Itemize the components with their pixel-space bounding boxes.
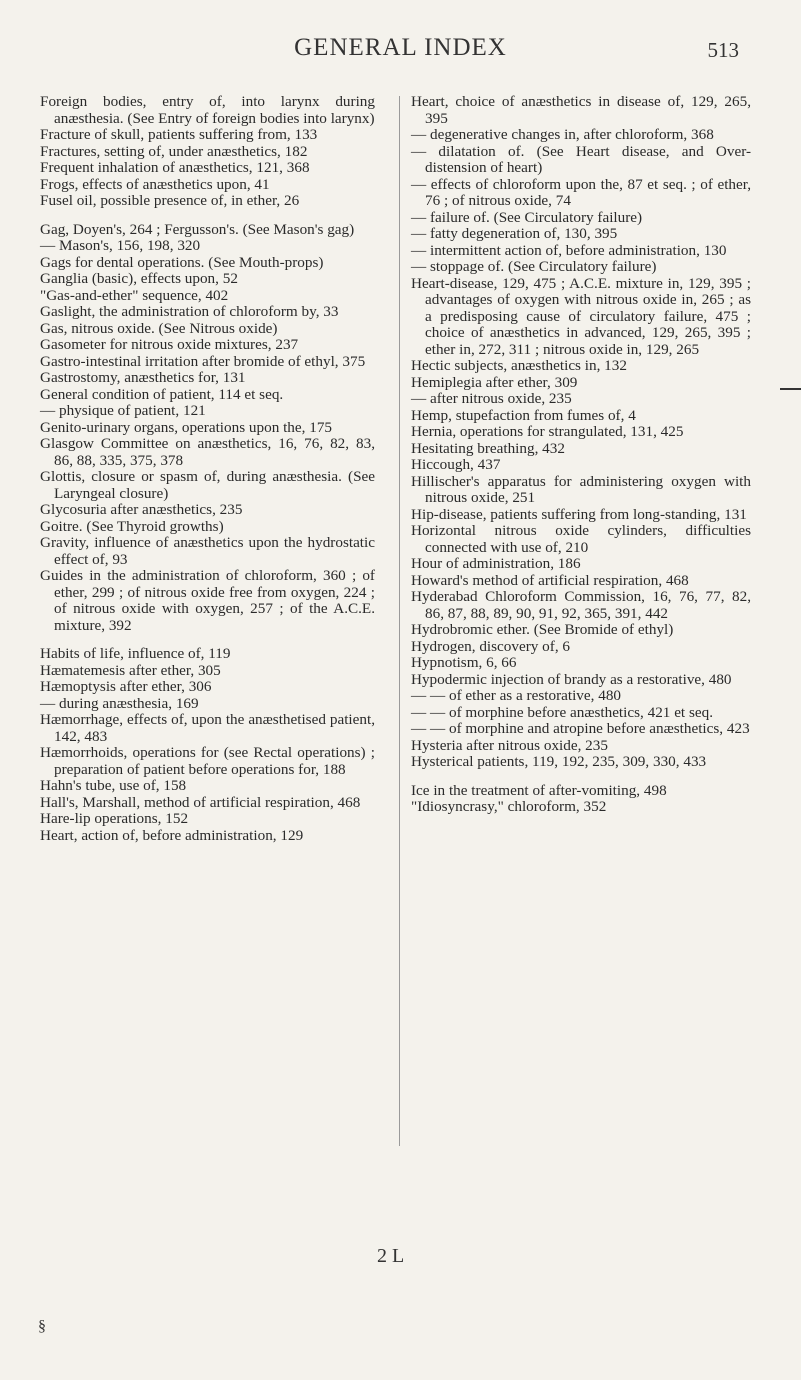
index-columns: [40, 94, 758, 1239]
index-entry: — dilatation of. (See Heart disease, and Over-distension of heart): [411, 142, 751, 176]
index-entry: Frequent inhalation of anæsthetics, 121, 368: [40, 159, 310, 176]
index-entry: Hiccough, 437: [411, 456, 501, 473]
index-entry: — effects of chloroform upon the, 87 et seq. ; of ether, 76 ; of nitrous oxide, 74: [411, 175, 751, 209]
index-entry: Hillischer's apparatus for administering oxygen with nitrous oxide, 251: [411, 472, 751, 506]
index-entry: Ganglia (basic), effects upon, 52: [40, 270, 238, 287]
entry-group-gap: [411, 771, 751, 783]
index-entry: Gastro-intestinal irritation after bromide of ethyl, 375: [40, 352, 366, 370]
index-entry: — — of ether as a restorative, 480: [411, 687, 622, 704]
index-entry: Heart, action of, before administration, 129: [40, 826, 304, 844]
running-head: [0, 34, 801, 70]
column-divider: [399, 96, 400, 1146]
index-entry: Hour of administration, 186: [411, 555, 581, 572]
index-entry: Hare-lip operations, 152: [40, 810, 189, 827]
index-entry: Howard's method of artificial respiration, 468: [411, 571, 689, 589]
index-entry: Habits of life, influence of, 119: [40, 645, 231, 662]
index-entry: Hall's, Marshall, method of artificial respiration, 468: [40, 793, 361, 811]
index-entry: Foreign bodies, entry of, into larynx during anæsthesia. (See Entry of foreign bodies into larynx): [40, 93, 375, 127]
index-entry: Heart, choice of anæsthetics in disease of, 129, 265, 395: [411, 93, 751, 127]
index-entry: Gas, nitrous oxide. (See Nitrous oxide): [40, 319, 278, 337]
entry-group-gap: [40, 210, 375, 222]
index-column-right: [411, 94, 751, 816]
index-entry: Hahn's tube, use of, 158: [40, 777, 187, 794]
index-entry: Hyderabad Chloroform Commission, 16, 76, 77, 82, 86, 87, 88, 89, 90, 91, 92, 365, 391, 442: [411, 588, 751, 622]
index-entry: — fatty degeneration of, 130, 395: [411, 225, 618, 242]
index-entry: Horizontal nitrous oxide cylinders, difficulties connected with use of, 210: [411, 522, 751, 556]
index-entry: Glycosuria after anæsthetics, 235: [40, 501, 243, 518]
index-entry: Guides in the administration of chloroform, 360 ; of ether, 299 ; of nitrous oxide free from oxygen, 224 ; of nitrous oxide with oxygen, 257 ; of the A.C.E. mixture, 392: [40, 567, 375, 634]
index-entry: Glasgow Committee on anæsthetics, 16, 76, 82, 83, 86, 88, 335, 375, 378: [40, 435, 375, 469]
index-entry: Gag, Doyen's, 264 ; Fergusson's. (See Mason's gag): [40, 220, 355, 238]
index-entry: Hip-disease, patients suffering from long-standing, 131: [411, 505, 747, 523]
index-entry: Heart-disease, 129, 475 ; A.C.E. mixture in, 129, 395 ; advantages of oxygen with nitrous oxide in, 265 ; as a predisposing cause of circulatory failure, 475 ; choice of anæsthetics in advanced, 129, 265, 395 ; ether in, 272, 311 ; nitrous oxide in, 129, 265: [411, 274, 751, 358]
index-entry: Hæmatemesis after ether, 305: [40, 661, 221, 679]
index-entry: Hysteria after nitrous oxide, 235: [411, 736, 608, 754]
index-entry: Hypnotism, 6, 66: [411, 654, 517, 671]
index-entry: Hydrogen, discovery of, 6: [411, 637, 571, 655]
index-entry: — failure of. (See Circulatory failure): [411, 208, 643, 226]
index-entry: Gastrostomy, anæsthetics for, 131: [40, 369, 246, 386]
index-entry: Frogs, effects of anæsthetics upon, 41: [40, 175, 270, 193]
index-entry: Hectic subjects, anæsthetics in, 132: [411, 357, 627, 374]
page-title: GENERAL INDEX: [294, 34, 507, 61]
index-entry: — degenerative changes in, after chloroform, 368: [411, 126, 714, 143]
index-entry: "Idiosyncrasy," chloroform, 352: [411, 798, 607, 815]
index-entry: "Gas-and-ether" sequence, 402: [40, 286, 229, 304]
index-entry: Gravity, influence of anæsthetics upon the hydrostatic effect of, 93: [40, 534, 375, 568]
index-entry: Fusel oil, possible presence of, in ether, 26: [40, 192, 300, 209]
index-entry: Gaslight, the administration of chloroform by, 33: [40, 303, 339, 320]
index-entry: Hemiplegia after ether, 309: [411, 373, 578, 391]
index-entry: — physique of patient, 121: [40, 402, 206, 419]
index-entry: — intermittent action of, before administration, 130: [411, 241, 727, 259]
index-entry: Hypodermic injection of brandy as a restorative, 480: [411, 670, 732, 688]
index-column-left: [40, 94, 375, 844]
index-entry: Hernia, operations for strangulated, 131, 425: [411, 423, 684, 440]
index-entry: Hemp, stupefaction from fumes of, 4: [411, 406, 636, 424]
index-entry: Hydrobromic ether. (See Bromide of ethyl): [411, 621, 674, 638]
index-entry: — during anæsthesia, 169: [40, 694, 199, 712]
index-entry: Glottis, closure or spasm of, during anæsthesia. (See Laryngeal closure): [40, 468, 375, 502]
index-entry: Hysterical patients, 119, 192, 235, 309, 330, 433: [411, 753, 707, 770]
signature-mark: 2 L: [377, 1245, 405, 1267]
index-entry: Genito-urinary organs, operations upon the, 175: [40, 418, 333, 436]
index-entry: General condition of patient, 114 et seq.: [40, 385, 284, 403]
index-entry: Hæmorrhoids, operations for (see Rectal operations) ; preparation of patient before operations for, 188: [40, 744, 375, 778]
index-entry: Hæmoptysis after ether, 306: [40, 678, 212, 695]
page-number: 513: [707, 38, 739, 62]
index-entry: Fractures, setting of, under anæsthetics, 182: [40, 142, 308, 160]
index-entry: — Mason's, 156, 198, 320: [40, 237, 201, 254]
margin-mark: [780, 388, 801, 390]
index-entry: Gasometer for nitrous oxide mixtures, 237: [40, 336, 299, 353]
index-entry: — — of morphine before anæsthetics, 421 et seq.: [411, 703, 713, 721]
index-entry: Gags for dental operations. (See Mouth-props): [40, 253, 324, 271]
index-entry: Fracture of skull, patients suffering from, 133: [40, 126, 318, 143]
index-entry: — after nitrous oxide, 235: [411, 390, 572, 407]
index-entry: Ice in the treatment of after-vomiting, 498: [411, 781, 667, 799]
index-entry: Goitre. (See Thyroid growths): [40, 517, 224, 535]
corner-mark: §: [38, 1318, 46, 1335]
index-entry: Hæmorrhage, effects of, upon the anæsthetised patient, 142, 483: [40, 711, 375, 745]
index-entry: — — of morphine and atropine before anæsthetics, 423: [411, 720, 750, 737]
index-entry: Hesitating breathing, 432: [411, 439, 565, 457]
index-entry: — stoppage of. (See Circulatory failure): [411, 258, 657, 275]
